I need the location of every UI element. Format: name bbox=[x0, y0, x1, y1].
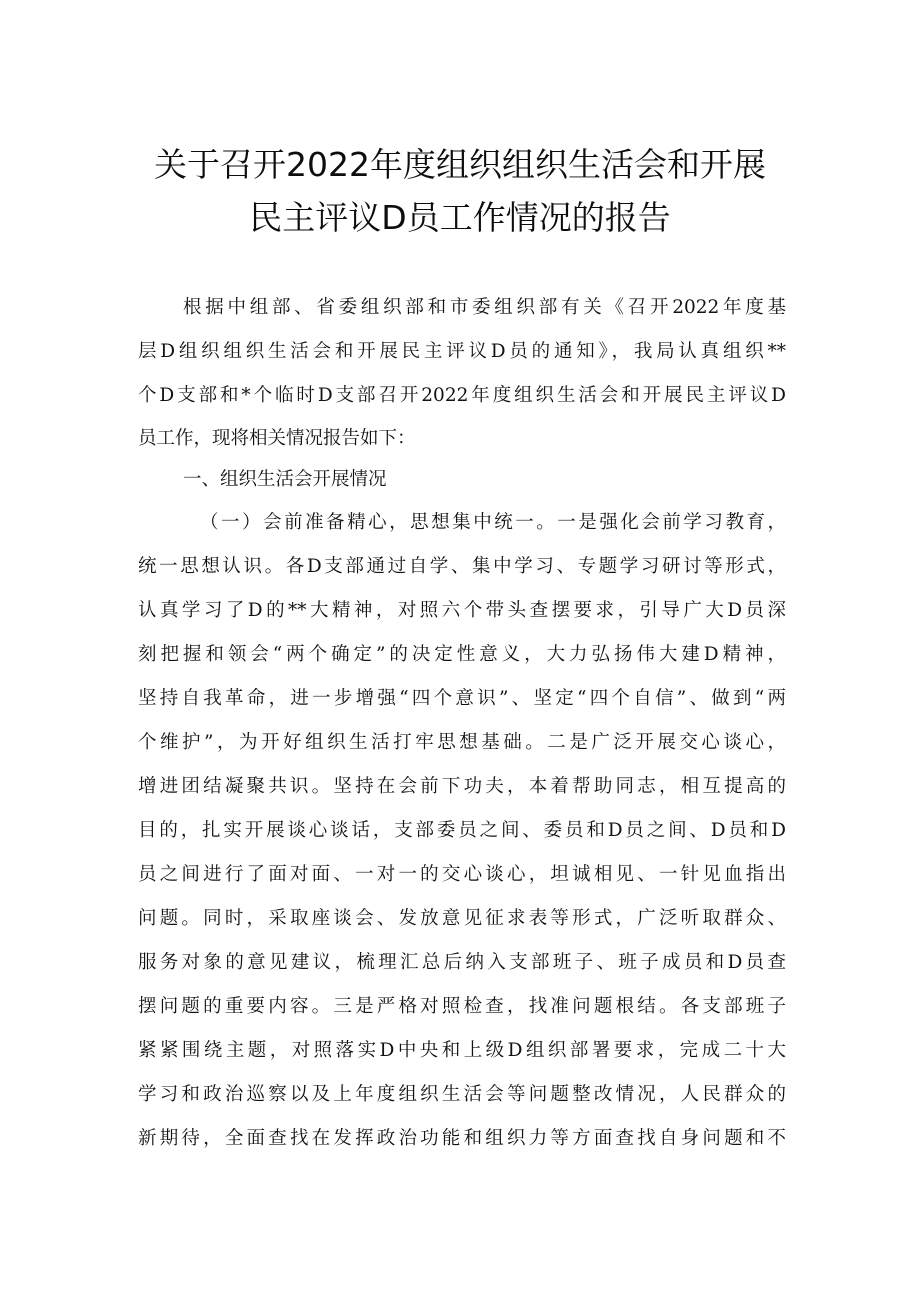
paragraph-1-line-1: 根据中组部、省委组织部和市委组织部有关《召开2022年度基 bbox=[183, 297, 786, 318]
paragraph-3-line-9: 员之间进行了面对面、一对一的交心谈心，坦诚相见、一针见血指出 bbox=[138, 864, 786, 885]
paragraph-3-line-6: 个维护”，为开好组织生活打牢思想基础。二是广泛开展交心谈心， bbox=[138, 732, 786, 753]
paragraph-3-line-12: 摆问题的重要内容。三是严格对照检查，找准问题根结。各支部班子 bbox=[138, 996, 786, 1017]
paragraph-1-line-3: 个D支部和*个临时D支部召开2022年度组织生活会和开展民主评议D bbox=[138, 385, 786, 406]
paragraph-3-line-8: 目的，扎实开展谈心谈话，支部委员之间、委员和D员之间、D员和D bbox=[138, 820, 786, 841]
document-title-line-2: 民主评议D员工作情况的报告 bbox=[249, 198, 671, 237]
paragraph-3-line-1: （一）会前准备精心，思想集中统一。一是强化会前学习教育， bbox=[200, 512, 786, 533]
paragraph-3-line-13: 紧紧围绕主题，对照落实D中央和上级D组织部署要求，完成二十大 bbox=[138, 1040, 786, 1061]
paragraph-3-line-4: 刻把握和领会“两个确定”的决定性意义，大力弘扬伟大建D精神， bbox=[138, 644, 786, 665]
paragraph-3-line-7: 增进团结凝聚共识。坚持在会前下功夫，本着帮助同志，相互提高的 bbox=[138, 776, 786, 797]
paragraph-1-line-4: 员工作，现将相关情况报告如下： bbox=[138, 428, 416, 449]
paragraph-3-line-10: 问题。同时，采取座谈会、发放意见征求表等形式，广泛听取群众、 bbox=[138, 908, 786, 929]
section-heading-1: 一、组织生活会开展情况 bbox=[183, 469, 387, 490]
paragraph-3-line-14: 学习和政治巡察以及上年度组织生活会等问题整改情况，人民群众的 bbox=[138, 1084, 786, 1105]
paragraph-3-line-2: 统一思想认识。各D支部通过自学、集中学习、专题学习研讨等形式， bbox=[138, 556, 786, 577]
paragraph-3-line-11: 服务对象的意见建议，梳理汇总后纳入支部班子、班子成员和D员查 bbox=[138, 952, 786, 973]
paragraph-3-line-5: 坚持自我革命，进一步增强“四个意识”、坚定“四个自信”、做到“两 bbox=[138, 688, 786, 709]
paragraph-3-line-15: 新期待，全面查找在发挥政治功能和组织力等方面查找自身问题和不 bbox=[138, 1128, 786, 1149]
paragraph-1-line-2: 层D组织组织生活会和开展民主评议D员的通知》，我局认真组织** bbox=[138, 341, 786, 362]
paragraph-3-line-3: 认真学习了D的**大精神，对照六个带头查摆要求，引导广大D员深 bbox=[138, 600, 786, 621]
document-title-line-1: 关于召开2022年度组织组织生活会和开展 bbox=[154, 145, 766, 184]
